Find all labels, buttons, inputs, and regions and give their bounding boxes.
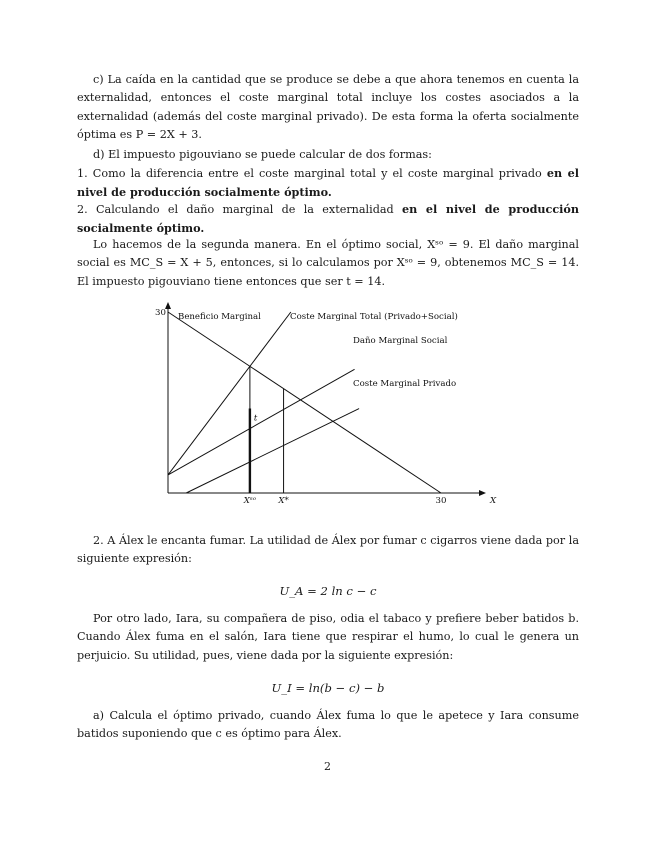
- x-tick-label: 30: [435, 496, 447, 506]
- coste-marginal-privado-label: Coste Marginal Privado: [353, 379, 457, 389]
- x-tick-label: Xˢᵒ: [243, 496, 257, 506]
- dano-marginal-social-label: Daño Marginal Social: [353, 336, 448, 346]
- item-1-bold-text: en el nivel de producción socialmente óptimo.: [77, 166, 579, 200]
- page-number: 2: [324, 760, 331, 773]
- part-a-paragraph: a) Calcula el óptimo privado, cuando Álex fuma lo que le apetece y Iara consume batidos suponiendo que c es óptimo para Álex.: [77, 709, 579, 741]
- utility-alex-equation: U_A = 2 ln c − c: [279, 584, 377, 598]
- coste-marginal-total-privado-social-label: Coste Marginal Total (Privado+Social): [290, 312, 458, 322]
- item-1-text: 1. Como la diferencia entre el coste marginal total y el coste marginal privado: [77, 167, 547, 180]
- x-tick-label: X*: [278, 496, 289, 506]
- x-axis-arrow: [479, 490, 486, 496]
- y-tick-label: 30: [155, 308, 166, 318]
- section-d-explanation: Lo hacemos de la segunda manera. En el óptimo social, Xˢᵒ = 9. El daño marginal social es MC_S = X + 5, entonces, si lo calculamos por Xˢᵒ = 9, obtenemos MC_S = 14. El impuesto pigouviano tiene entonces que ser t = 14.: [77, 238, 579, 288]
- problem-2-intro: 2. A Álex le encanta fumar. La utilidad de Álex por fumar c cigarros viene dada por la siguiente expresión:: [77, 534, 579, 566]
- section-c-paragraph: c) La caída en la cantidad que se produce se debe a que ahora tenemos en cuenta la externalidad, entonces el coste marginal total incluye los costes asociados a la externalidad (además del coste marginal privado). De esta forma la oferta socialmente óptima es P = 2X + 3.: [77, 73, 579, 141]
- beneficio-marginal-label: Beneficio Marginal: [178, 312, 261, 322]
- dano-marginal-social-line: [168, 369, 355, 475]
- coste-marginal-privado-line: [186, 409, 359, 493]
- tax-label: t: [253, 413, 258, 424]
- x-axis-label: X: [490, 496, 497, 506]
- item-2-bold-text: en el nivel de producción socialmente óptimo.: [77, 202, 579, 236]
- section-d-intro: d) El impuesto pigouviano se puede calcular de dos formas:: [93, 148, 432, 161]
- utility-iara-equation: U_I = ln(b − c) − b: [271, 681, 385, 695]
- problem-2-paragraph: Por otro lado, Iara, su compañera de piso, odia el tabaco y prefiere beber batidos b. Cuando Álex fuma en el salón, Iara tiene que respirar el humo, lo cual le genera un perjuicio. Su utilidad, pues, viene dada por la siguiente expresión:: [77, 612, 579, 662]
- item-2-text: 2. Calculando el daño marginal de la externalidad: [77, 203, 402, 216]
